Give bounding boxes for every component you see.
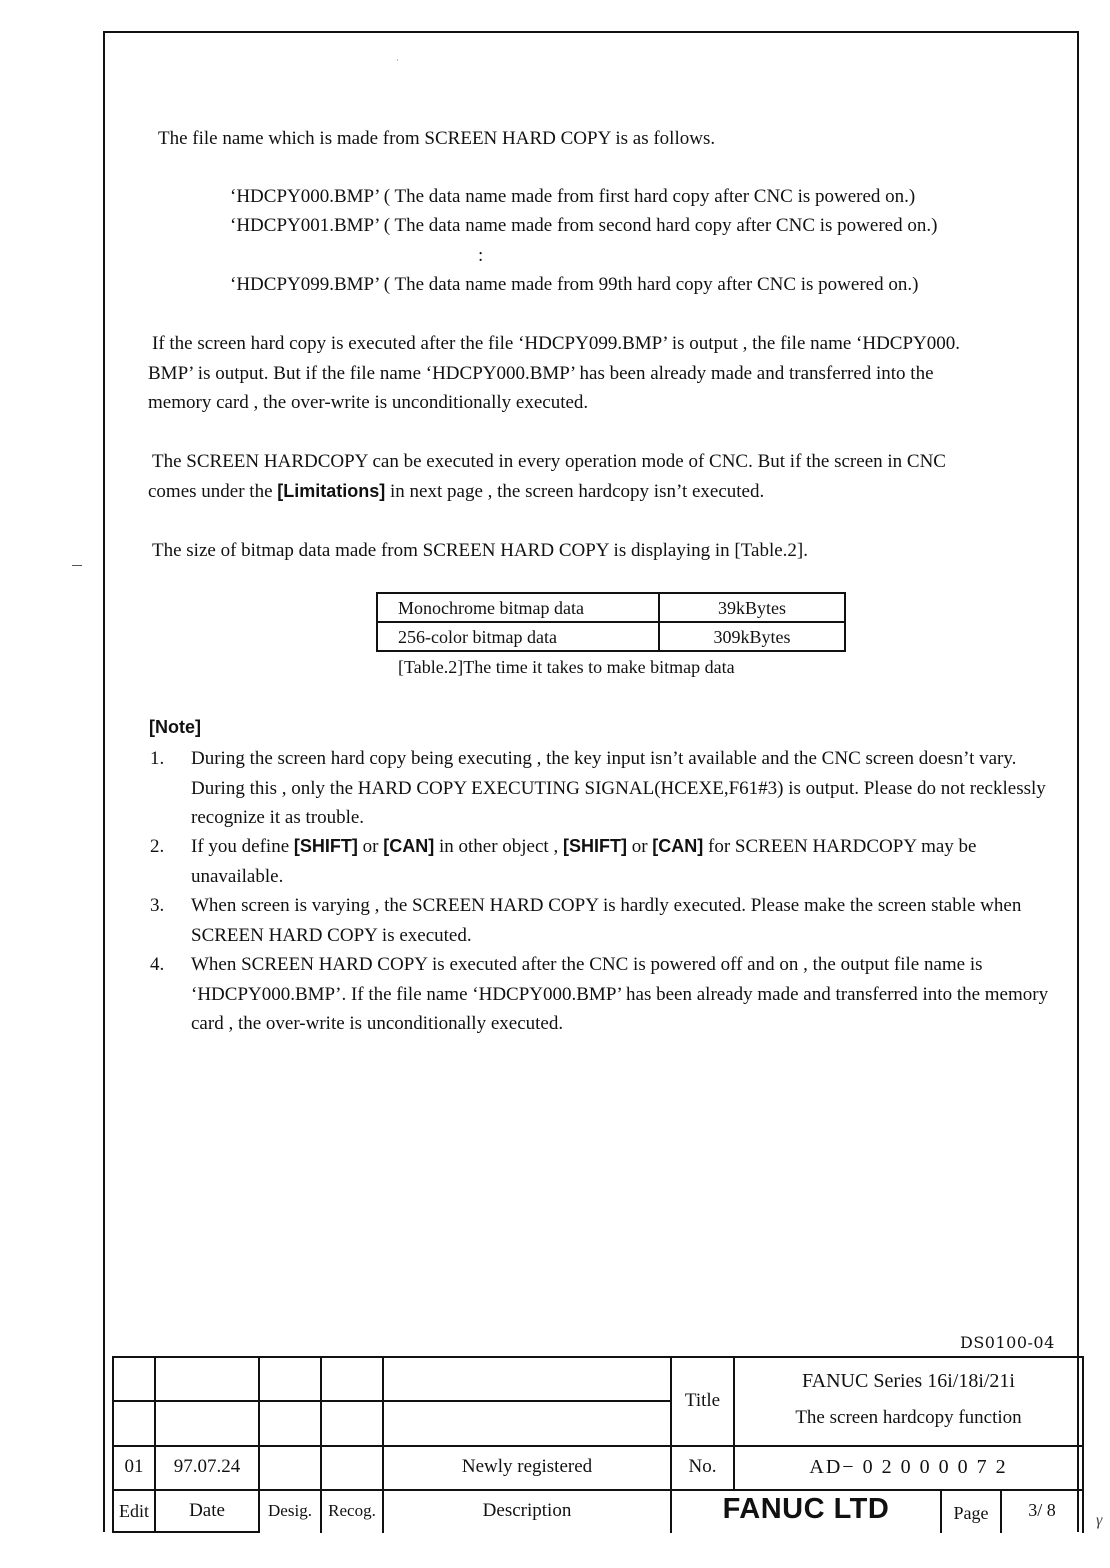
- title-block: [112, 1356, 1084, 1532]
- revision-recog: [322, 1445, 382, 1489]
- page-label: Page: [953, 1502, 989, 1523]
- shift-key-label: [SHIFT]: [562, 836, 627, 856]
- header-edit: Edit: [119, 1500, 149, 1521]
- can-key-label: [CAN]: [652, 836, 704, 856]
- form-code: DS0100-04: [960, 1333, 1055, 1352]
- title-line-series: FANUC Series 16i/18i/21i: [802, 1369, 1015, 1392]
- grid-line: [1082, 1356, 1084, 1533]
- note-number: 1.: [150, 748, 165, 769]
- note-text-part: If you define: [191, 836, 294, 857]
- table-row: [377, 593, 845, 622]
- revision-desig: [260, 1445, 320, 1489]
- scan-mark: [72, 565, 82, 566]
- intro-paragraph: The file name which is made from SCREEN HARD COPY is as follows.: [158, 128, 716, 149]
- title-line-function: The screen hardcopy function: [795, 1407, 1022, 1428]
- table-cell-size: 309kBytes: [659, 622, 845, 651]
- table-caption: [Table.2]The time it takes to make bitmap data: [398, 657, 735, 677]
- note-text: During the screen hard copy being executing , the key input isn’t available and the CNC screen doesn’t vary. During this , only the HARD COPY EXECUTING SIGNAL(HCEXE,F61#3) is output. Please do not recklessly recognize it as trouble.: [191, 748, 1046, 828]
- header-description: Description: [482, 1500, 572, 1521]
- file-name-item: ‘HDCPY000.BMP’ ( The data name made from first hard copy after CNC is powered on.): [230, 186, 916, 207]
- table-cell-type: 256-color bitmap data: [377, 622, 659, 651]
- grid-line: [112, 1400, 671, 1402]
- overwrite-paragraph-line: If the screen hard copy is executed after the file ‘HDCPY099.BMP’ is output , the file name ‘HDCPY000.: [152, 333, 961, 354]
- page-number: 3/ 8: [1028, 1499, 1056, 1520]
- note-number: 4.: [150, 954, 165, 975]
- note-text-part: for SCREEN HARDCOPY may be unavailable.: [191, 836, 977, 887]
- ellipsis-marker: :: [478, 245, 484, 266]
- note-text: When screen is varying , the SCREEN HARD COPY is hardly executed. Please make the screen stable when SCREEN HARD COPY is executed.: [191, 895, 1022, 946]
- shift-key-label: [SHIFT]: [293, 836, 358, 856]
- scan-mark: γ: [1096, 1512, 1103, 1529]
- overwrite-paragraph-line: memory card , the over-write is unconditionally executed.: [148, 392, 589, 413]
- note-number: 3.: [150, 895, 165, 916]
- bitmap-size-table: [376, 592, 846, 652]
- modes-paragraph-line: The SCREEN HARDCOPY can be executed in every operation mode of CNC. But if the screen in CNC: [152, 451, 946, 472]
- table-cell-type: Monochrome bitmap data: [377, 593, 659, 622]
- note-text-part: in other object ,: [434, 836, 563, 857]
- scan-speck: ·: [396, 56, 399, 65]
- table-cell-size: 39kBytes: [659, 593, 845, 622]
- note-text: [191, 832, 1051, 891]
- overwrite-paragraph-line: BMP’ is output. But if the file name ‘HDCPY000.BMP’ has been already made and transferred into the: [148, 363, 934, 384]
- document-number: AD− 0 2 0 0 0 0 7 2: [809, 1455, 1008, 1478]
- revision-edit: 01: [124, 1456, 144, 1477]
- note-text: When SCREEN HARD COPY is executed after the CNC is powered off and on , the output file name is ‘HDCPY000.BMP’. If the file name ‘HDCPY000.BMP’ has been already made and transferred into the memory card , the over-write is unconditionally executed.: [191, 954, 1049, 1034]
- note-number: 2.: [150, 836, 165, 857]
- modes-text: comes under the: [148, 481, 278, 502]
- company-logo: FANUC LTD: [722, 1492, 890, 1525]
- modes-text: in next page , the screen hardcopy isn’t executed.: [385, 481, 765, 502]
- file-name-item: ‘HDCPY001.BMP’ ( The data name made from second hard copy after CNC is powered on.): [230, 215, 938, 236]
- note-text-part: or: [357, 836, 384, 857]
- file-name-item: ‘HDCPY099.BMP’ ( The data name made from 99th hard copy after CNC is powered on.): [230, 274, 919, 295]
- header-date: Date: [189, 1500, 225, 1521]
- table-row: [377, 622, 845, 651]
- note-text-part: or: [626, 836, 653, 857]
- header-desig: Desig.: [268, 1501, 312, 1520]
- size-paragraph: The size of bitmap data made from SCREEN HARD COPY is displaying in [Table.2].: [152, 540, 809, 561]
- can-key-label: [CAN]: [383, 836, 435, 856]
- revision-description: Newly registered: [461, 1456, 593, 1477]
- modes-paragraph-line: [148, 477, 764, 507]
- note-heading: [Note]: [149, 717, 201, 737]
- number-label: No.: [688, 1456, 717, 1477]
- header-recog: Recog.: [328, 1501, 376, 1520]
- limitations-reference: [Limitations]: [277, 481, 386, 501]
- revision-date: 97.07.24: [173, 1456, 241, 1477]
- title-label: Title: [684, 1389, 721, 1411]
